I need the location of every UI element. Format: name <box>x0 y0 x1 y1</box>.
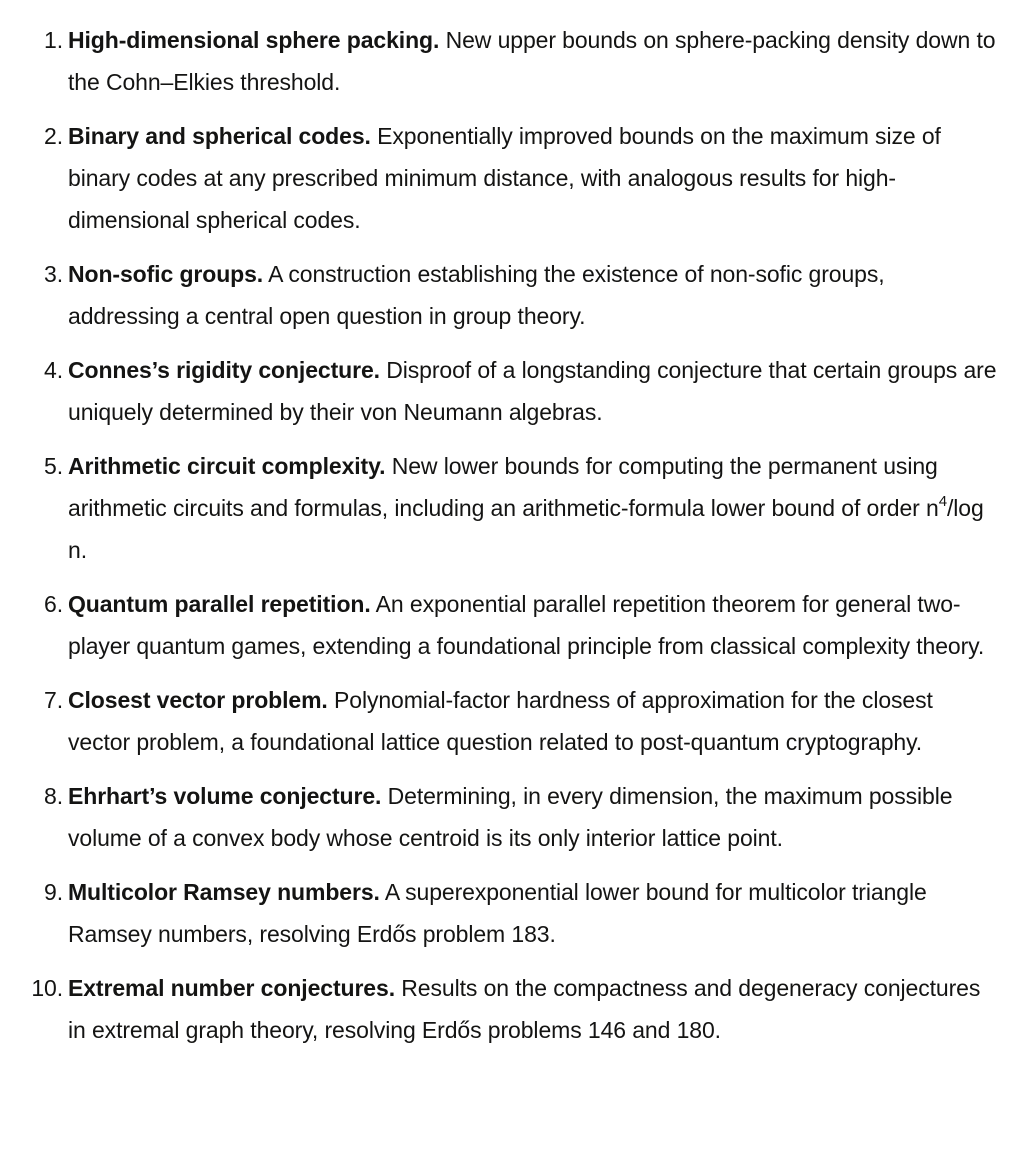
list-item <box>0 349 1000 433</box>
item-number: 10. <box>31 975 63 1001</box>
superscript-exponent: 4 <box>938 493 947 510</box>
item-number: 6. <box>44 591 63 617</box>
item-number: 7. <box>44 687 63 713</box>
item-title: High-dimensional sphere packing. <box>68 27 440 53</box>
item-description: Disproof of a longstanding conjecture that certain groups are uniquely determined by their von Neumann algebras. <box>68 357 997 425</box>
list-item <box>0 871 1000 955</box>
item-title: Extremal number conjectures. <box>68 975 395 1001</box>
item-title: Closest vector problem. <box>68 687 328 713</box>
item-title: Quantum parallel repetition. <box>68 591 371 617</box>
item-description: A construction establishing the existence of non-sofic groups, addressing a central open question in group theory. <box>68 261 885 329</box>
item-number: 1. <box>44 27 63 53</box>
list-item <box>0 253 1000 337</box>
item-title: Multicolor Ramsey numbers. <box>68 879 380 905</box>
list-item <box>0 445 1000 571</box>
item-title: Non-sofic groups. <box>68 261 264 287</box>
list-item <box>0 115 1000 241</box>
results-list <box>0 19 1000 1063</box>
item-description: A superexponential lower bound for multicolor triangle Ramsey numbers, resolving Erdős problem 183. <box>68 879 927 947</box>
item-number: 5. <box>44 453 63 479</box>
item-title: Ehrhart’s volume conjecture. <box>68 783 382 809</box>
item-title: Binary and spherical codes. <box>68 123 371 149</box>
item-description: Results on the compactness and degeneracy conjectures in extremal graph theory, resolving Erdős problems 146 and 180. <box>68 975 981 1043</box>
item-description: Determining, in every dimension, the maximum possible volume of a convex body whose centroid is its only interior lattice point. <box>68 783 953 851</box>
item-description: An exponential parallel repetition theorem for general two-player quantum games, extending a foundational principle from classical complexity theory. <box>68 591 985 659</box>
list-item <box>0 19 1000 103</box>
item-number: 4. <box>44 357 63 383</box>
item-number: 9. <box>44 879 63 905</box>
list-item <box>0 967 1000 1051</box>
item-description: Polynomial-factor hardness of approximation for the closest vector problem, a foundational lattice question related to post-quantum cryptography. <box>68 687 933 755</box>
item-description: Exponentially improved bounds on the maximum size of binary codes at any prescribed minimum distance, with analogous results for high-dimensional spherical codes. <box>68 123 941 233</box>
item-title: Arithmetic circuit complexity. <box>68 453 386 479</box>
item-number: 8. <box>44 783 63 809</box>
item-description-end: /log n. <box>68 495 984 563</box>
item-title: Connes’s rigidity conjecture. <box>68 357 380 383</box>
item-number: 3. <box>44 261 63 287</box>
list-item <box>0 583 1000 667</box>
list-item <box>0 679 1000 763</box>
item-description: New upper bounds on sphere-packing density down to the Cohn–Elkies threshold. <box>68 27 996 95</box>
item-number: 2. <box>44 123 63 149</box>
item-description: New lower bounds for computing the permanent using arithmetic circuits and formulas, including an arithmetic-formula lower bound of order n <box>68 453 939 521</box>
list-item <box>0 775 1000 859</box>
